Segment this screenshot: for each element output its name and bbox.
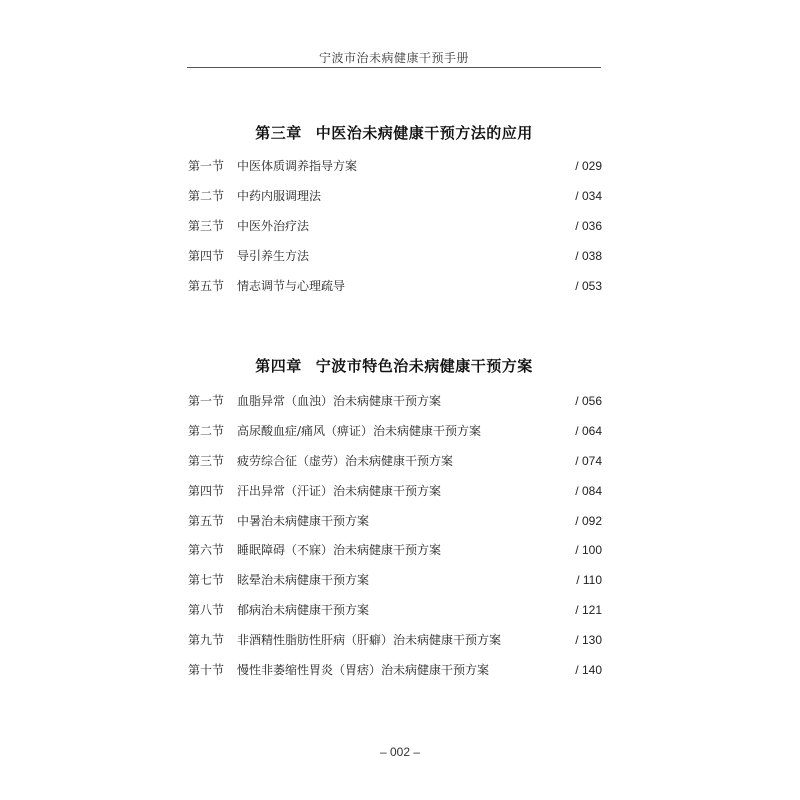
section-title: 中医体质调养指导方案	[237, 159, 358, 173]
chapter-number: 第四章	[255, 357, 302, 375]
section-title: 情志调节与心理疏导	[237, 279, 346, 293]
section-number: 第六节	[188, 543, 225, 557]
section-number: 第一节	[188, 394, 225, 408]
header-rule	[187, 67, 601, 68]
toc-entry[interactable]	[188, 156, 602, 176]
page-ref: / 100	[575, 543, 602, 557]
page-ref: / 121	[575, 603, 602, 617]
toc-entry[interactable]	[188, 481, 602, 501]
chapter-title	[187, 355, 601, 376]
page-ref: / 029	[575, 159, 602, 173]
page-ref: / 064	[575, 424, 602, 438]
section-title: 郁病治未病健康干预方案	[237, 603, 370, 617]
page-ref: / 074	[575, 454, 602, 468]
running-header: 宁波市治未病健康干预手册	[318, 51, 469, 65]
section-title: 汗出异常（汗证）治未病健康干预方案	[237, 484, 442, 498]
page-ref: / 110	[576, 573, 602, 587]
section-number: 第十节	[188, 663, 225, 677]
toc-entry[interactable]	[188, 421, 602, 441]
toc-entry[interactable]	[188, 276, 602, 296]
toc-entry[interactable]	[188, 570, 602, 590]
section-number: 第一节	[188, 159, 225, 173]
section-title: 睡眠障碍（不寐）治未病健康干预方案	[237, 543, 442, 557]
section-number: 第四节	[188, 249, 225, 263]
section-number: 第五节	[188, 279, 225, 293]
section-number: 第八节	[188, 603, 225, 617]
toc-entry[interactable]	[188, 246, 602, 266]
section-number: 第五节	[188, 514, 225, 528]
chapter-name: 中医治未病健康干预方法的应用	[315, 124, 533, 142]
toc-entry[interactable]	[188, 186, 602, 206]
page-ref: / 036	[575, 219, 602, 233]
toc-entry[interactable]	[188, 540, 602, 560]
section-number: 第四节	[188, 484, 225, 498]
section-title: 高尿酸血症/痛风（痹证）治未病健康干预方案	[237, 424, 482, 438]
page-ref: / 038	[575, 249, 602, 263]
section-title: 慢性非萎缩性胃炎（胃痞）治未病健康干预方案	[237, 663, 490, 677]
section-title: 导引养生方法	[237, 249, 310, 263]
toc-entry[interactable]	[188, 391, 602, 411]
section-title: 眩晕治未病健康干预方案	[237, 573, 370, 587]
page-ref: / 034	[575, 189, 602, 203]
toc-entry[interactable]	[188, 600, 602, 620]
section-number: 第二节	[188, 189, 225, 203]
section-number: 第七节	[188, 573, 225, 587]
section-title: 中药内服调理法	[237, 189, 322, 203]
section-title: 血脂异常（血浊）治未病健康干预方案	[237, 394, 442, 408]
page-ref: / 092	[575, 514, 602, 528]
toc-entry[interactable]	[188, 216, 602, 236]
section-title: 中暑治未病健康干预方案	[237, 514, 370, 528]
chapter-title	[187, 122, 601, 143]
toc-entry[interactable]	[188, 630, 602, 650]
chapter-name: 宁波市特色治未病健康干预方案	[315, 357, 533, 375]
toc-entry[interactable]	[188, 660, 602, 680]
toc-entry[interactable]	[188, 451, 602, 471]
page-ref: / 053	[575, 279, 602, 293]
page-ref: / 056	[575, 394, 602, 408]
section-number: 第九节	[188, 633, 225, 647]
section-title: 非酒精性脂肪性肝病（肝癖）治未病健康干预方案	[237, 633, 502, 647]
section-number: 第三节	[188, 454, 225, 468]
section-number: 第三节	[188, 219, 225, 233]
page-ref: / 084	[575, 484, 602, 498]
page-ref: / 140	[575, 663, 602, 677]
page-number: – 002 –	[379, 745, 421, 759]
section-title: 疲劳综合征（虚劳）治未病健康干预方案	[237, 454, 454, 468]
section-title: 中医外治疗法	[237, 219, 310, 233]
toc-entry[interactable]	[188, 511, 602, 531]
chapter-number: 第三章	[255, 124, 302, 142]
page-ref: / 130	[575, 633, 602, 647]
section-number: 第二节	[188, 424, 225, 438]
